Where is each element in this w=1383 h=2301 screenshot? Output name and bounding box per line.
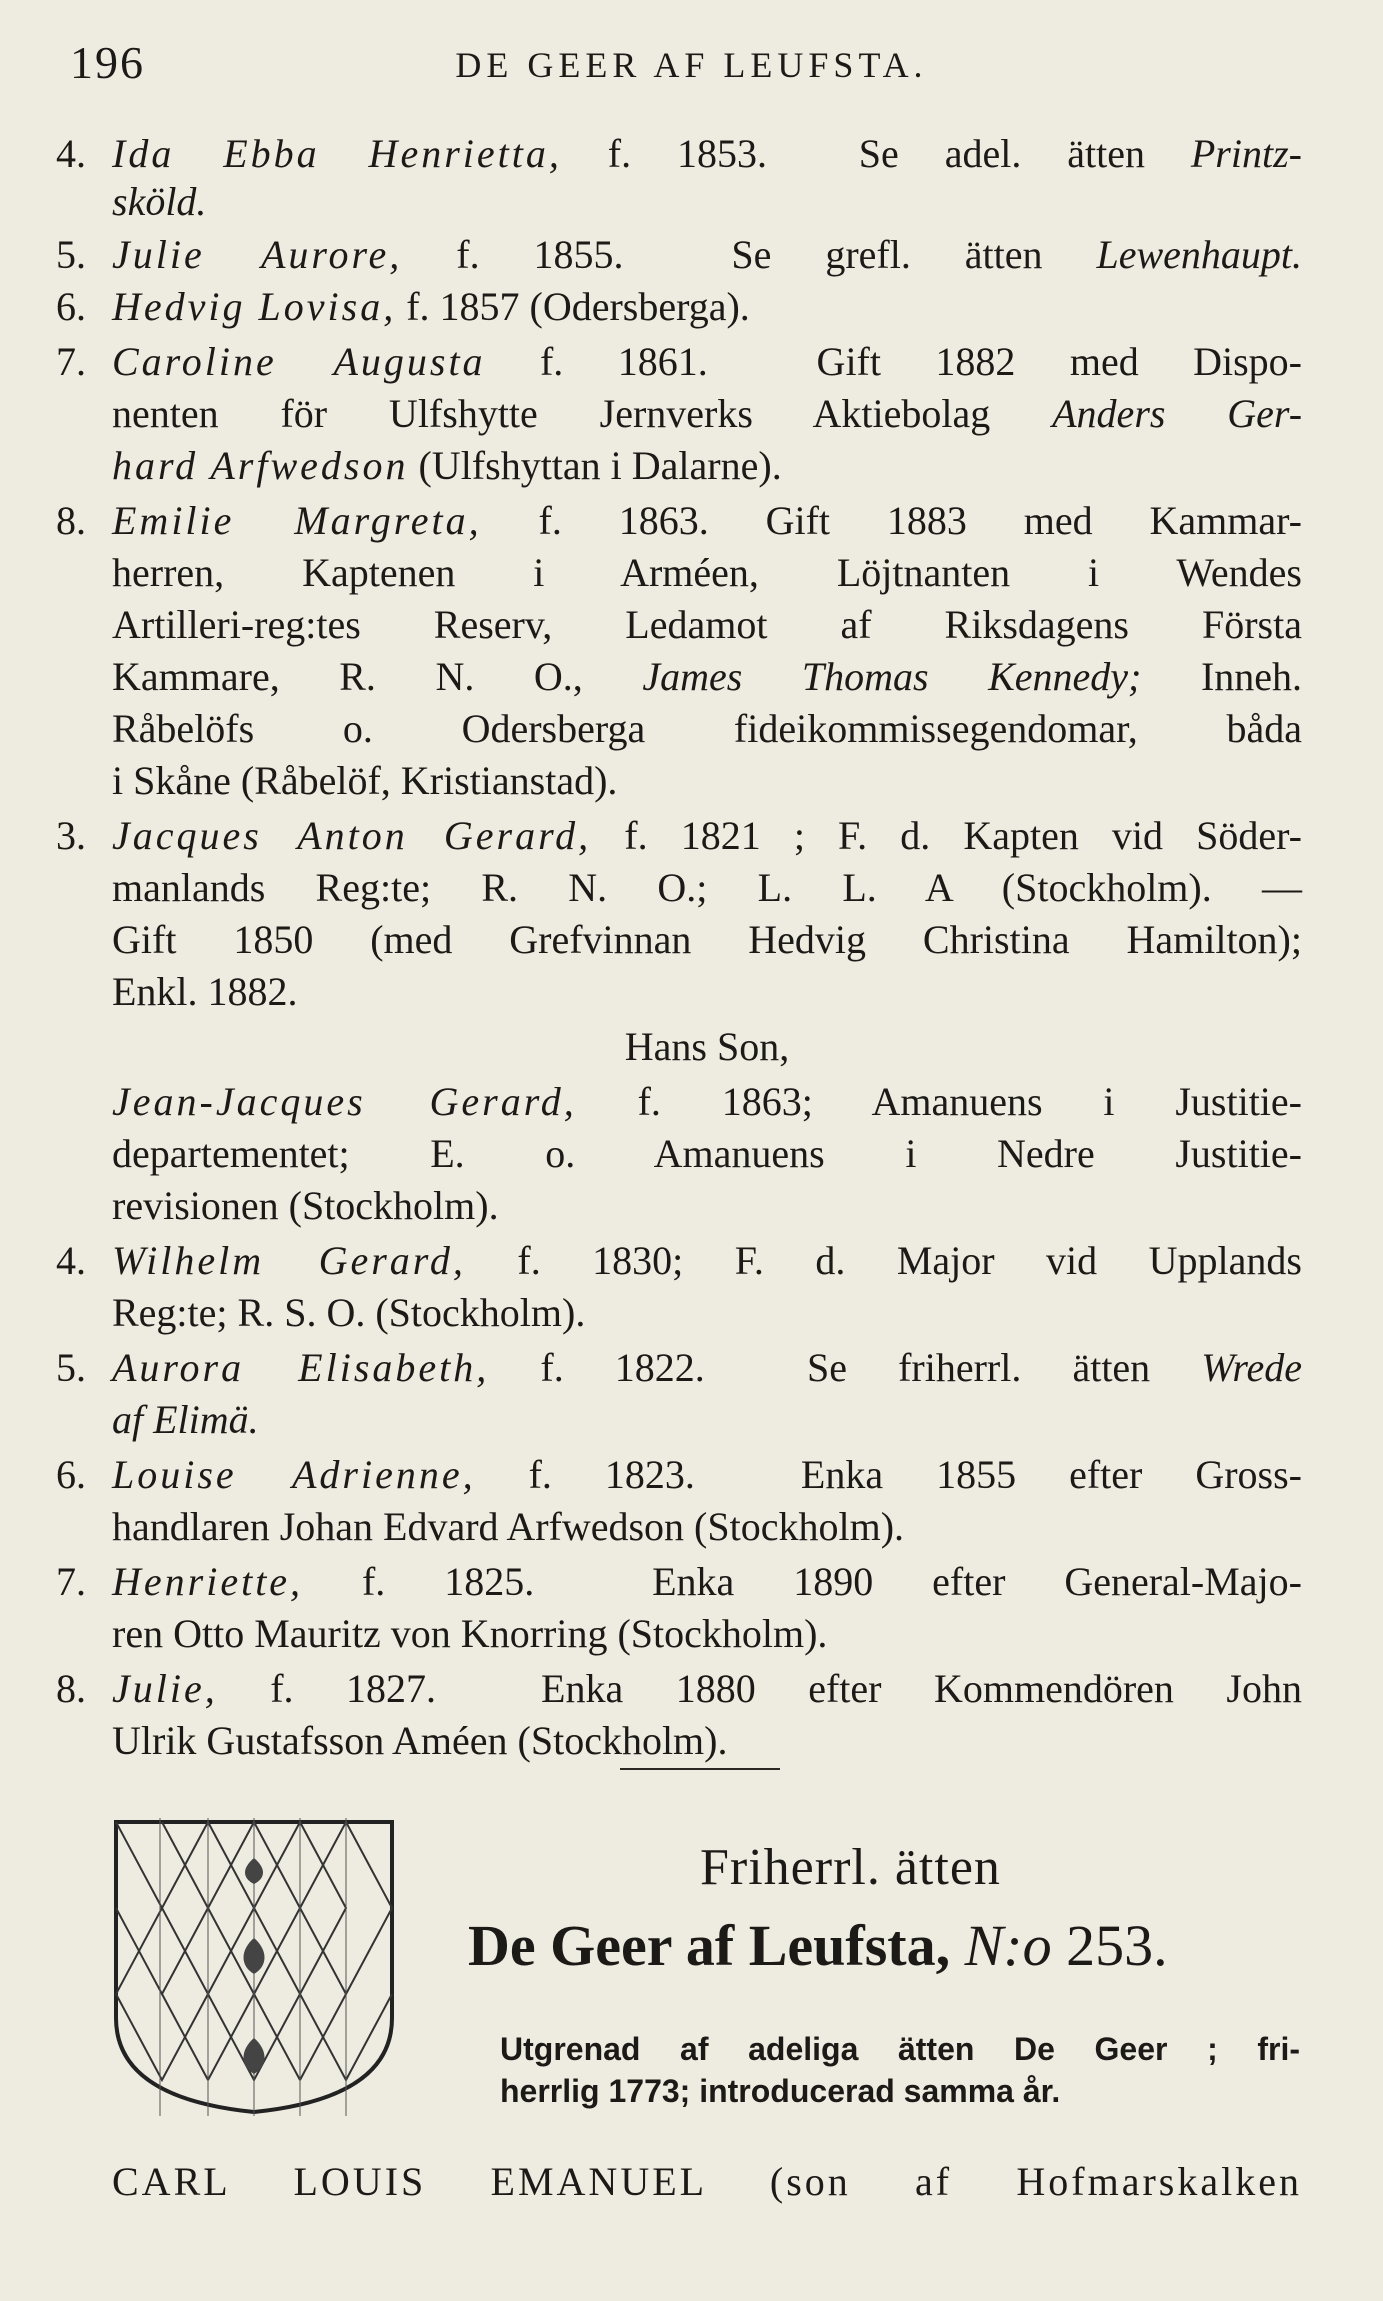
entry-line — [112, 1078, 1302, 1126]
entry-line — [112, 1182, 1302, 1230]
entry-text-italic: Wrede — [1201, 1345, 1302, 1390]
entry-text: departementet; E. o. Amanuens i Nedre Justitie- — [112, 1131, 1302, 1176]
entry-number: 7. — [56, 1559, 86, 1604]
entry-number: 5. — [56, 1345, 86, 1390]
entry-text: handlaren Johan Edvard Arfwedson (Stockholm). — [112, 1504, 905, 1549]
entry-text: f. 1853. Se adel. ätten — [561, 131, 1191, 176]
entry-text: Gift 1850 (med Grefvinnan Hedvig Christina Hamilton); — [112, 917, 1302, 962]
section-title-line1: Friherrl. ätten — [700, 1839, 1001, 1896]
entry-text-italic: af Elimä. — [112, 1397, 259, 1442]
entry-text: revisionen (Stockholm). — [112, 1183, 499, 1228]
entry-text: f. 1863; Amanuens i Justitie- — [576, 1079, 1302, 1124]
entry-text-italic: Lewenhaupt. — [1096, 232, 1302, 277]
entry-text-italic: Anders Ger- — [1052, 391, 1303, 436]
entry-text: f. 1821 ; F. d. Kapten vid Söder- — [591, 813, 1302, 858]
entry-text: f. 1830; F. d. Major vid Upplands — [465, 1238, 1302, 1283]
entry-text: manlands Reg:te; R. N. O.; L. L. A (Stockholm). — — [112, 865, 1302, 910]
entry-number: 5. — [56, 232, 86, 277]
entry-text: Råbelöfs o. Odersberga fideikommissegendomar, båda — [112, 706, 1302, 751]
entry-line — [112, 1503, 1302, 1551]
entry-line — [56, 1665, 1302, 1713]
entry-line — [112, 705, 1302, 753]
entry-text: f. 1827. Enka 1880 efter Kommendören John — [217, 1666, 1302, 1711]
entry-name-italic: James Thomas Kennedy; — [642, 654, 1142, 699]
entry-line — [56, 497, 1303, 545]
entry-line — [112, 1717, 1302, 1765]
entry-text: nenten för Ulfshytte Jernverks Aktiebolag — [112, 391, 1053, 436]
entry-number: 3. — [56, 813, 86, 858]
entry-text: f. 1825. Enka 1890 efter General-Majo- — [303, 1559, 1302, 1604]
entry-line — [112, 1610, 1302, 1658]
entry-number: 8. — [56, 498, 86, 543]
entry-line — [112, 1130, 1302, 1178]
entry-name: hard Arfwedson — [112, 443, 409, 488]
entry-line — [112, 601, 1302, 649]
entry-name: Wilhelm Gerard, — [112, 1238, 466, 1283]
entry-line — [112, 757, 1302, 805]
entry-text: Ulrik Gustafsson Améen (Stockholm). — [112, 1718, 728, 1763]
page-header — [70, 36, 1313, 96]
entry-line — [112, 390, 1302, 438]
entry-text: f. 1861. Gift 1882 med Dispo- — [485, 339, 1302, 384]
entry-line — [56, 283, 1302, 331]
entry-line — [112, 1396, 1302, 1444]
entry-line — [56, 1237, 1302, 1285]
entry-text: f. 1822. Se friherrl. ätten — [489, 1345, 1202, 1390]
entry-number: 6. — [56, 284, 86, 329]
entry-line — [112, 442, 1302, 490]
entry-name: Jacques Anton Gerard, — [112, 813, 592, 858]
entry-text: ren Otto Mauritz von Knorring (Stockholm). — [112, 1611, 828, 1656]
section-title-main: De Geer af Leufsta, — [468, 1913, 951, 1978]
entry-line — [56, 231, 1302, 279]
entry-line — [112, 653, 1302, 701]
entry-name: Ida Ebba Henrietta, — [112, 131, 562, 176]
entry-text: f. 1855. Se grefl. ätten — [402, 232, 1097, 277]
entry-number: 4. — [56, 131, 86, 176]
entry-name: Louise Adrienne, — [112, 1452, 476, 1497]
entry-text: Inneh. — [1141, 654, 1303, 699]
entry-line — [56, 1344, 1302, 1392]
entry-text: Hans Son, — [624, 1024, 790, 1069]
entry-line — [112, 864, 1302, 912]
entry-line — [56, 130, 1302, 178]
page-number: 196 — [70, 37, 145, 88]
entry-name: Julie Aurore, — [112, 232, 403, 277]
final-line: CARL LOUIS EMANUEL (son af Hofmarskalken — [112, 2159, 1302, 2204]
entry-text: herren, Kaptenen i Arméen, Löjtnanten i Wendes — [112, 550, 1302, 595]
section-title-number: 253. — [1066, 1913, 1168, 1978]
entry-line — [112, 916, 1302, 964]
running-head: DE GEER AF LEUFSTA. — [455, 45, 928, 85]
entry-text: (Ulfshyttan i Dalarne). — [408, 443, 782, 488]
entry-line — [56, 1451, 1302, 1499]
entry-number: 6. — [56, 1452, 86, 1497]
coat-of-arms-icon — [112, 1818, 396, 2116]
entry-line — [56, 338, 1302, 386]
entry-line — [112, 1289, 1302, 1337]
entry-name: Julie, — [112, 1666, 218, 1711]
section-title-line2 — [468, 1912, 1168, 1979]
entry-text: Enkl. 1882. — [112, 969, 298, 1014]
entry-text: Reg:te; R. S. O. (Stockholm). — [112, 1290, 586, 1335]
entry-number: 8. — [56, 1666, 86, 1711]
entry-line — [56, 812, 1302, 860]
entry-name: Hedvig Lovisa, — [112, 284, 397, 329]
entry-line — [112, 968, 1302, 1016]
entry-text: f. 1823. Enka 1855 efter Gross- — [475, 1452, 1302, 1497]
section-subtitle-line2: herrlig 1773; introducerad samma år. — [500, 2073, 1061, 2109]
entry-text-italic: sköld. — [112, 179, 207, 224]
section-title-nr: N:o — [964, 1913, 1052, 1978]
entry-text: i Skåne (Råbelöf, Kristianstad). — [112, 758, 618, 803]
entry-name: Henriette, — [112, 1559, 304, 1604]
entry-text: Kammare, R. N. O., — [112, 654, 643, 699]
entry-number: 4. — [56, 1238, 86, 1283]
entry-line — [112, 1023, 1302, 1071]
section-subtitle-line1: Utgrenad af adeliga ätten De Geer ; fri- — [500, 2031, 1300, 2067]
entry-text: f. 1857 (Odersberga). — [396, 284, 750, 329]
entry-name: Emilie Margreta, — [112, 498, 482, 543]
entry-line — [56, 1558, 1302, 1606]
entry-line — [112, 549, 1302, 597]
entry-line — [112, 178, 1302, 226]
entry-name: Aurora Elisabeth, — [112, 1345, 490, 1390]
entry-text: f. 1863. Gift 1883 med Kammar- — [481, 498, 1303, 543]
entry-name: Caroline Augusta — [112, 339, 486, 384]
entry-text: Artilleri-reg:tes Reserv, Ledamot af Riksdagens Första — [112, 602, 1302, 647]
entry-number: 7. — [56, 339, 86, 384]
entry-text-italic: Printz- — [1190, 131, 1302, 176]
section-divider — [620, 1768, 780, 1770]
entry-name: Jean-Jacques Gerard, — [112, 1079, 577, 1124]
